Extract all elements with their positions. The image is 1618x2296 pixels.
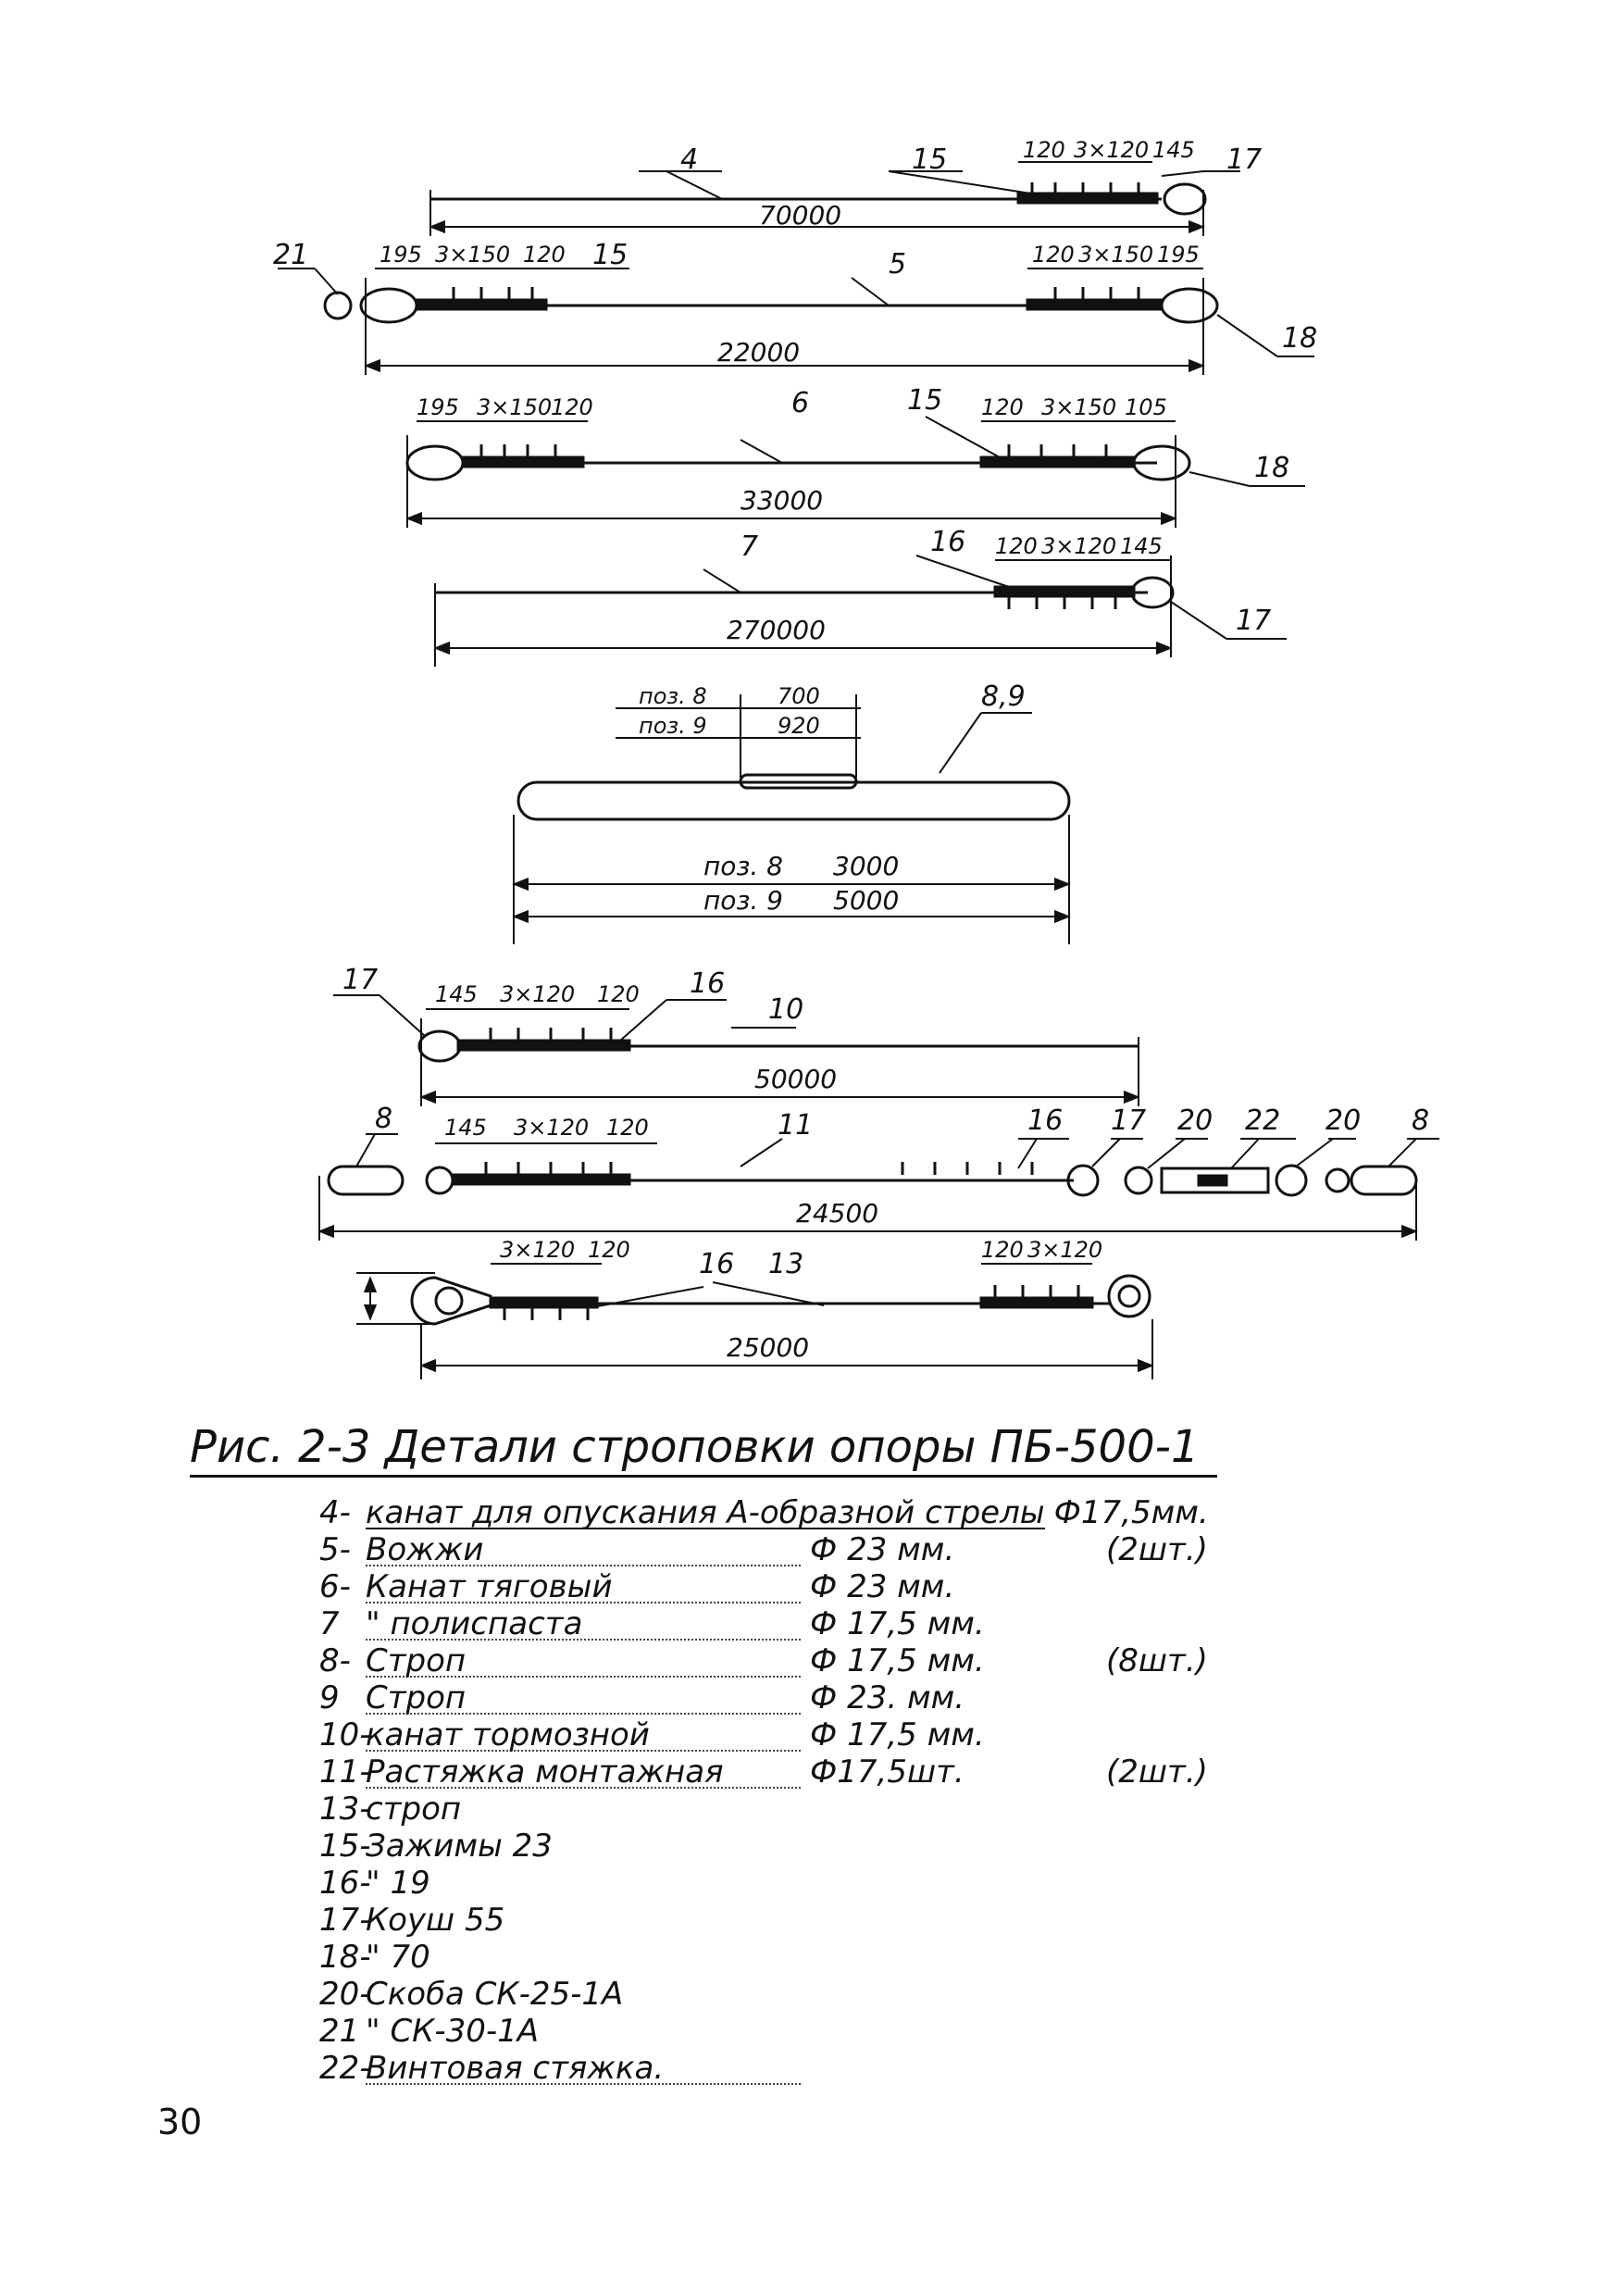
legend-item: 18-" 70 [319, 1939, 430, 1976]
legend-item: 4- канат для опускания А-образной стрелы Ф17,5мм. [319, 1494, 1209, 1531]
dim-length: 25000 [727, 1332, 810, 1363]
callout-11: 11 [778, 1109, 814, 1142]
shackle-20-icon [1126, 1167, 1151, 1193]
dim-text: поз. 8 [639, 683, 707, 709]
callout-20: 20 [1177, 1104, 1214, 1137]
callout-22: 22 [1245, 1104, 1281, 1137]
sling-8-left-icon [329, 1167, 403, 1194]
callout-18: 18 [1282, 322, 1318, 355]
dim-text: 3×120 [1041, 533, 1117, 559]
dim-text: 120 [588, 1237, 630, 1263]
callout-18: 18 [1254, 452, 1290, 484]
callout-7: 7 [741, 530, 759, 563]
dim-length: 24500 [796, 1198, 879, 1229]
callout-10: 10 [768, 993, 804, 1026]
shackle-20-icon [1276, 1166, 1306, 1195]
page-number: 30 [157, 2102, 203, 2142]
dim-length: 22000 [717, 337, 801, 368]
callout-20: 20 [1326, 1104, 1362, 1137]
legend-item: 5- Вожжи Ф 23 мм. (2шт.) [319, 1531, 1208, 1568]
callout-16: 16 [930, 526, 966, 558]
parts-legend [190, 1494, 1393, 2087]
callout-15: 15 [907, 384, 943, 417]
dim-text: 3×150 [435, 242, 511, 268]
legend-item: 6- Канат тяговый Ф 23 мм. [319, 1568, 955, 1605]
guy-rope-11 [319, 1134, 1439, 1241]
dim-text: 3×120 [500, 1237, 576, 1263]
dim-text: 3×120 [500, 981, 576, 1007]
dim-text: 3×150 [477, 394, 553, 420]
dim-text: 195 [1157, 242, 1200, 268]
callout-21: 21 [273, 239, 309, 271]
dim-text: 120 [597, 981, 640, 1007]
legend-item: 10-канат тормозной Ф 17,5 мм. [319, 1716, 985, 1753]
callout-16: 16 [690, 967, 726, 1000]
legend-item: 13-строп [319, 1791, 462, 1828]
dim-text: 920 [778, 713, 820, 739]
dim-text: 195 [380, 242, 422, 268]
callout-15: 15 [912, 144, 948, 176]
legend-item: 15-Зажимы 23 [319, 1828, 553, 1865]
dim-text: 3×120 [1027, 1237, 1103, 1263]
dim-text: 3×150 [1078, 242, 1154, 268]
dim-text: 120 [606, 1115, 649, 1141]
callout-17: 17 [1236, 605, 1272, 637]
dim-text: поз. 8 [703, 851, 783, 881]
rope-6 [407, 417, 1305, 528]
dim-text: 120 [523, 242, 566, 268]
dim-text: 700 [778, 683, 820, 709]
thimble-18-left-icon [407, 446, 463, 480]
dim-length: 3000 [833, 851, 900, 881]
callout-15: 15 [592, 239, 629, 271]
dim-text: 145 [1152, 137, 1195, 163]
shackle-21-icon [325, 293, 351, 318]
dim-text: 3×120 [514, 1115, 590, 1141]
callout-8: 8 [375, 1103, 393, 1135]
dim-text: поз. 9 [639, 713, 707, 739]
figure-caption [190, 1421, 1393, 2087]
eye-13-icon [1109, 1276, 1150, 1316]
callout-17: 17 [1226, 144, 1263, 176]
callout-8-9: 8,9 [981, 680, 1026, 713]
dim-length: 270000 [727, 615, 826, 645]
callout-16: 16 [699, 1248, 735, 1280]
legend-item: 22-Винтовая стяжка. [319, 2050, 1393, 2087]
dim-length: 5000 [833, 885, 900, 916]
dim-text: 120 [981, 1237, 1024, 1263]
dim-text: 195 [417, 394, 459, 420]
dim-text: 3×150 [1041, 394, 1117, 420]
thimble-18-left-icon [361, 289, 417, 322]
thimble-17-icon [427, 1167, 453, 1193]
callout-6: 6 [791, 387, 810, 419]
legend-item: 16-" 19 [319, 1865, 430, 1902]
dim-length: 50000 [754, 1064, 838, 1094]
dim-text: 120 [1032, 242, 1075, 268]
callout-4: 4 [680, 144, 699, 176]
callout-17: 17 [342, 964, 379, 996]
sling-8-right-icon [1351, 1167, 1416, 1194]
dim-text: 105 [1125, 394, 1167, 420]
callout-5: 5 [889, 248, 907, 281]
figure-title: Рис. 2-3 Детали строповки опоры ПБ-500-1 [190, 1421, 1217, 1478]
legend-item: 8- Строп Ф 17,5 мм. (8шт.) [319, 1642, 1208, 1679]
dim-length: 70000 [759, 200, 842, 231]
dim-text: 145 [444, 1115, 487, 1141]
thimble-18-right-icon [1162, 289, 1217, 322]
legend-item: 21 " СК-30-1А [319, 2013, 540, 2050]
dim-text: 3×120 [1074, 137, 1150, 163]
dim-text: поз. 9 [703, 885, 783, 916]
dim-length: 33000 [741, 485, 824, 516]
legend-item: 20-Скоба СК-25-1А [319, 1976, 624, 2013]
callout-17: 17 [1111, 1104, 1147, 1137]
callout-13: 13 [768, 1248, 804, 1280]
dim-text: 145 [1120, 533, 1163, 559]
dim-text: 120 [995, 533, 1038, 559]
dim-text: 120 [551, 394, 593, 420]
legend-item: 17-Коуш 55 [319, 1902, 505, 1939]
thimble-17-icon [1164, 184, 1205, 214]
dim-text: 145 [435, 981, 478, 1007]
callout-8: 8 [1412, 1104, 1430, 1137]
rope-7 [435, 555, 1287, 667]
legend-item: 9 Строп Ф 23. мм. [319, 1679, 965, 1716]
legend-item: 7 " полиспаста Ф 17,5 мм. [319, 1605, 985, 1642]
rope-10 [333, 995, 1139, 1106]
legend-item: 11-Растяжка монтажная Ф17,5шт. (2шт.) [319, 1753, 1208, 1791]
dim-text: 120 [981, 394, 1024, 420]
callout-16: 16 [1027, 1104, 1064, 1137]
dim-text: 120 [1023, 137, 1065, 163]
